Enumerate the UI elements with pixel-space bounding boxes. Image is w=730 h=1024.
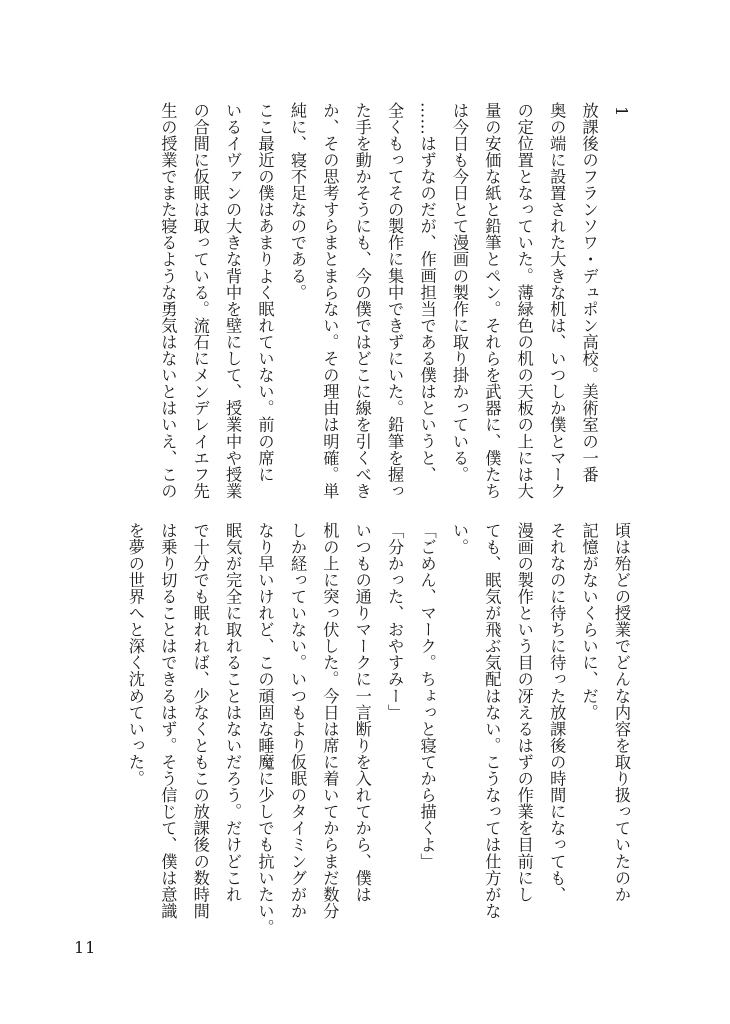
text-line: ……はずなのだが、作画担当である僕はというと、 xyxy=(417,102,437,483)
text-line: 純に、寝不足なのである。 xyxy=(287,102,307,301)
text-line: た手を動かそうにも、今の僕ではどこに線を引くべき xyxy=(352,102,372,500)
text-line: か、その思考すらまとまらない。その理由は明確。単 xyxy=(320,102,340,500)
text-line: 記憶がないくらいに、だ。 xyxy=(579,522,599,721)
upper-text-block xyxy=(151,102,637,498)
text-line: いるイヴァンの大きな背中を壁にして、授業中や授業 xyxy=(223,102,243,500)
page-number: 11 xyxy=(74,938,97,957)
text-line: 生の授業でまた寝るような勇気はないとはいえ、この xyxy=(158,102,178,500)
lower-text-block xyxy=(119,522,638,936)
text-line: それなのに待ちに待った放課後の時間になっても、 xyxy=(547,522,567,903)
dialogue-line: 「ごめん、マーク。ちょっと寝てから描くよ」 xyxy=(417,522,437,870)
text-line: い。 xyxy=(449,522,469,556)
text-line: の定位置となっていた。薄緑色の机の天板の上には大 xyxy=(514,102,534,500)
text-line: しか経っていない。いつもより仮眠のタイミングがか xyxy=(287,522,307,920)
text-line: の合間に仮眠は取っている。流石にメンデレイエフ先 xyxy=(190,102,210,500)
text-line: 眠気が完全に取れることはないだろう。だけどこれ xyxy=(223,522,243,903)
text-line: で十分でも眠れれば、少なくともこの放課後の数時間 xyxy=(190,522,210,920)
text-line: 漫画の製作という目の冴えるはずの作業を目前にし xyxy=(514,522,534,903)
text-line: 頃は殆どの授業でどんな内容を取り扱っていたのか xyxy=(612,522,631,903)
text-line: 奥の端に設置された大きな机は、いつしか僕とマーク xyxy=(547,102,567,500)
chapter-number: 1 xyxy=(612,106,631,117)
text-line: 机の上に突っ伏した。今日は席に着いてからまだ数分 xyxy=(320,522,340,920)
text-line: は今日も今日とて漫画の製作に取り掛かっている。 xyxy=(449,102,469,483)
text-line: は乗り切ることはできるはず。そう信じて、僕は意識 xyxy=(158,522,178,920)
text-line: を夢の世界へと深く沈めていった。 xyxy=(125,522,145,787)
dialogue-line: 「分かった、おやすみー」 xyxy=(385,522,405,721)
text-line: 放課後のフランソワ・デュポン高校。美術室の一番 xyxy=(579,102,599,483)
text-line: なり早いけれど、この頑固な睡魔に少しでも抗いたい。 xyxy=(255,522,275,936)
text-line: ここ最近の僕はあまりよく眠れていない。前の席に xyxy=(255,102,275,483)
text-line: 全くもってその製作に集中できずにいた。鉛筆を握っ xyxy=(385,102,405,500)
text-line: ても、眠気が飛ぶ気配はない。こうなっては仕方がな xyxy=(482,522,502,920)
text-line: いつもの通りマークに一言断りを入れてから、僕は xyxy=(352,522,372,903)
text-line: 量の安価な紙と鉛筆とペン。それらを武器に、僕たち xyxy=(482,102,502,500)
